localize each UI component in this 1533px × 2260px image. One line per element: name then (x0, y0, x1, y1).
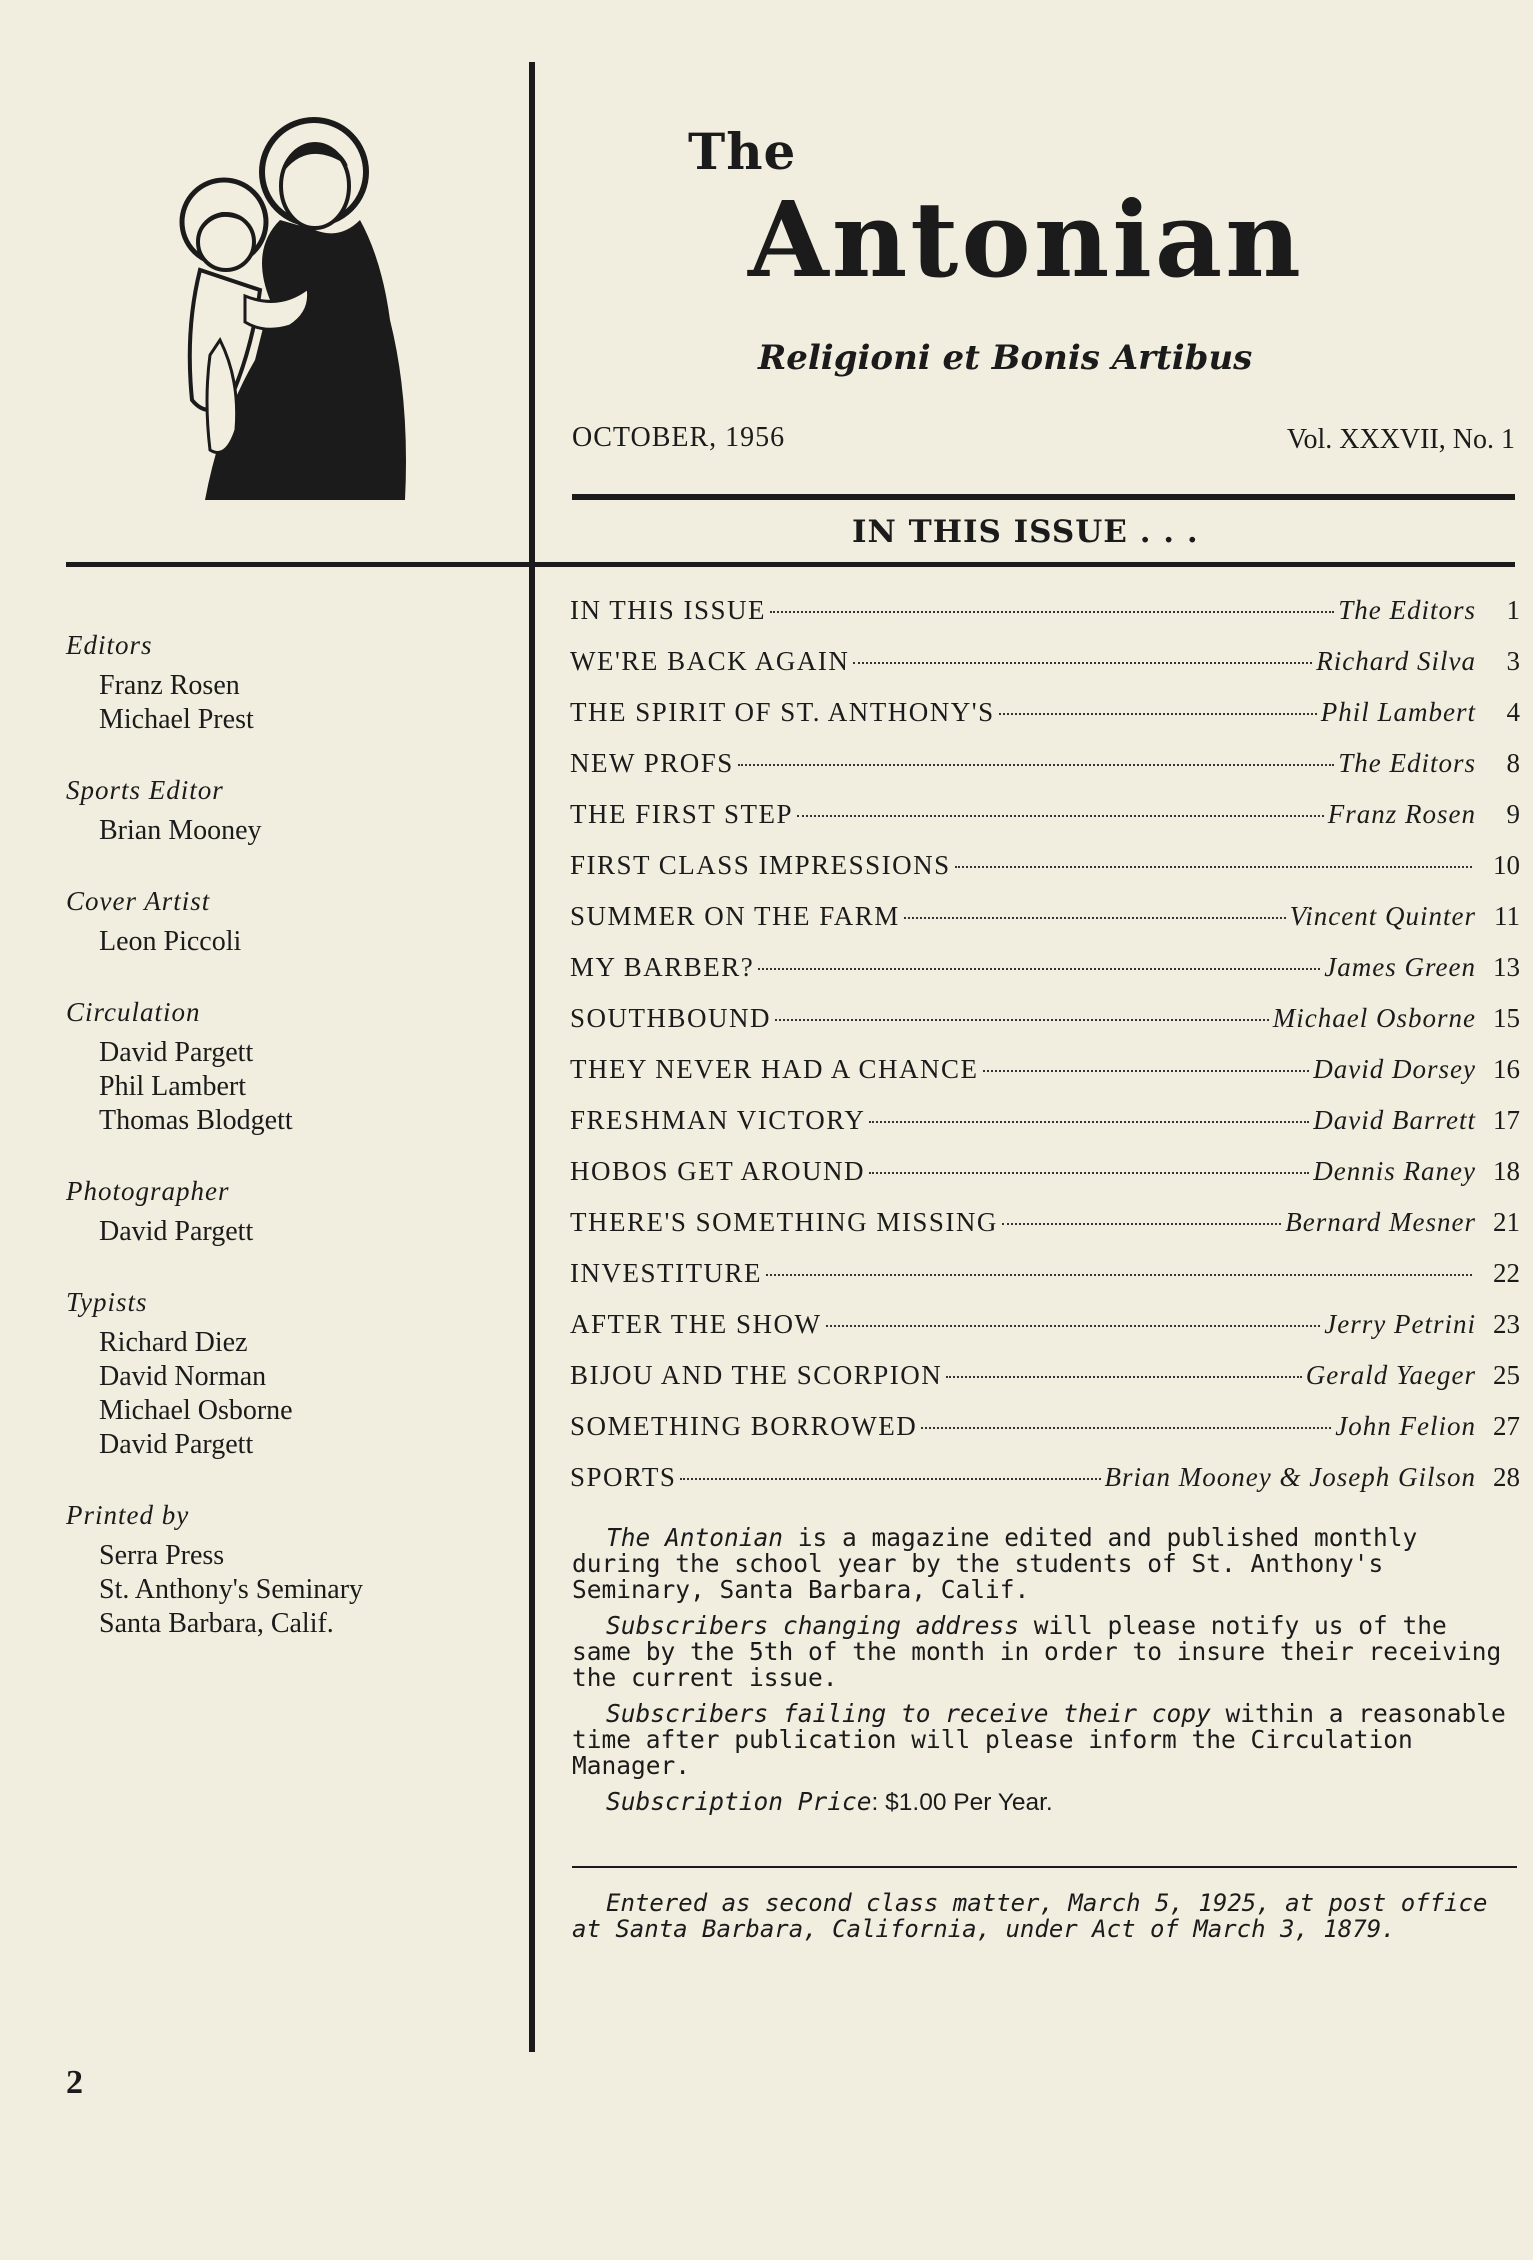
toc-page-number: 4 (1506, 697, 1520, 727)
toc-author: Franz Rosen (1327, 799, 1476, 829)
toc-title: THE SPIRIT OF ST. ANTHONY'S (570, 697, 995, 727)
toc-entry (570, 646, 1520, 697)
staff-sidebar (66, 630, 506, 1663)
toc-page-number: 17 (1493, 1105, 1520, 1135)
toc-page-number: 27 (1493, 1411, 1520, 1441)
toc-author: Phil Lambert (1320, 697, 1476, 727)
issue-date: OCTOBER, 1956 (572, 422, 786, 453)
staff-name: Leon Piccoli (99, 926, 242, 957)
toc-page-number: 28 (1493, 1462, 1520, 1492)
staff-name: Michael Prest (99, 704, 254, 735)
toc-leader-dots (853, 662, 1312, 664)
toc-leader-dots (1002, 1223, 1281, 1225)
toc-page-number: 15 (1493, 1003, 1520, 1033)
staff-name: David Pargett (99, 1037, 254, 1068)
toc-page-number: 18 (1493, 1156, 1520, 1186)
toc-author: Bernard Mesner (1285, 1207, 1476, 1237)
staff-name: David Pargett (99, 1216, 254, 1247)
toc-leader-dots (758, 968, 1320, 970)
toc-entry (570, 799, 1520, 850)
toc-page-number: 21 (1493, 1207, 1520, 1237)
toc-leader-dots (921, 1427, 1331, 1429)
about-note-text: is a magazine edited and published monthly during the school year by the students of St. Anthony's Seminary, Santa Barbara, Calif. (572, 1523, 1418, 1604)
toc-page-number: 8 (1506, 748, 1520, 778)
toc-entry (570, 1360, 1520, 1411)
table-of-contents (570, 595, 1520, 1513)
toc-author: Gerald Yaeger (1305, 1360, 1476, 1390)
toc-entry (570, 595, 1520, 646)
toc-author: Jerry Petrini (1324, 1309, 1476, 1339)
toc-leader-dots (738, 764, 1334, 766)
toc-title: NEW PROFS (570, 748, 734, 778)
toc-title: THERE'S SOMETHING MISSING (570, 1207, 998, 1237)
staff-name: St. Anthony's Seminary (99, 1574, 364, 1605)
toc-title: SOMETHING BORROWED (570, 1411, 918, 1441)
header-rule (572, 494, 1515, 500)
toc-title: SUMMER ON THE FARM (570, 901, 900, 931)
toc-page-number: 3 (1506, 646, 1520, 676)
toc-title: SOUTHBOUND (570, 1003, 772, 1033)
toc-page-number: 16 (1493, 1054, 1520, 1084)
toc-title: BIJOU AND THE SCORPION (570, 1360, 943, 1390)
toc-leader-dots (766, 1274, 1472, 1276)
saint-anthony-illustration (160, 100, 420, 510)
price-note-text: : $1.00 Per Year. (871, 1789, 1053, 1816)
toc-title: WE'RE BACK AGAIN (570, 646, 850, 676)
address-note-lead: Subscribers changing address (606, 1611, 1020, 1640)
staff-role: Circulation (66, 997, 201, 1027)
staff-role: Printed by (66, 1500, 190, 1530)
toc-title: MY BARBER? (570, 952, 755, 982)
toc-author: Richard Silva (1316, 646, 1476, 676)
toc-author: The Editors (1338, 595, 1476, 625)
toc-leader-dots (904, 917, 1286, 919)
toc-page-number: 23 (1493, 1309, 1520, 1339)
toc-entry (570, 1156, 1520, 1207)
toc-author: Dennis Raney (1313, 1156, 1476, 1186)
toc-leader-dots (826, 1325, 1321, 1327)
staff-group-circulation (66, 997, 506, 1138)
toc-author: John Felion (1335, 1411, 1476, 1441)
toc-entry (570, 952, 1520, 1003)
staff-name: Michael Osborne (99, 1395, 293, 1426)
staff-name: Thomas Blodgett (99, 1105, 293, 1136)
staff-role: Photographer (66, 1176, 230, 1206)
main-rule (66, 562, 1515, 567)
toc-entry (570, 1054, 1520, 1105)
toc-entry (570, 697, 1520, 748)
toc-leader-dots (775, 1019, 1269, 1021)
toc-page-number: 11 (1494, 901, 1520, 931)
toc-entry (570, 1258, 1520, 1309)
staff-name: Serra Press (99, 1540, 225, 1571)
staff-name: David Norman (99, 1361, 267, 1392)
staff-group-printed-by (66, 1500, 506, 1641)
masthead-motto: Religioni et Bonis Artibus (758, 338, 1253, 378)
toc-page-number: 22 (1493, 1258, 1520, 1288)
toc-entry (570, 1003, 1520, 1054)
section-heading: IN THIS ISSUE . . . (852, 514, 1199, 550)
staff-name: Santa Barbara, Calif. (99, 1608, 334, 1639)
delivery-note-lead: Subscribers failing to receive their copy (606, 1699, 1211, 1728)
toc-leader-dots (869, 1121, 1309, 1123)
staff-name: Phil Lambert (99, 1071, 246, 1102)
toc-leader-dots (869, 1172, 1309, 1174)
staff-role: Cover Artist (66, 886, 211, 916)
column-divider (529, 62, 535, 2052)
toc-entry (570, 748, 1520, 799)
toc-leader-dots (955, 866, 1472, 868)
toc-entry (570, 850, 1520, 901)
about-note-lead: The Antonian (606, 1523, 784, 1552)
staff-group-editors (66, 630, 506, 737)
masthead-title: Antonian (748, 178, 1304, 301)
toc-author: The Editors (1338, 748, 1476, 778)
staff-name: Richard Diez (99, 1327, 248, 1358)
staff-role: Sports Editor (66, 775, 224, 805)
toc-page-number: 9 (1506, 799, 1520, 829)
toc-title: FRESHMAN VICTORY (570, 1105, 866, 1135)
price-note-lead: Subscription Price (606, 1787, 872, 1816)
toc-author: David Barrett (1313, 1105, 1476, 1135)
toc-entry (570, 1462, 1520, 1513)
toc-author: Brian Mooney & Joseph Gilson (1104, 1462, 1476, 1492)
staff-group-photographer (66, 1176, 506, 1249)
toc-page-number: 10 (1493, 850, 1520, 880)
staff-name: Brian Mooney (99, 815, 262, 846)
toc-author: James Green (1324, 952, 1476, 982)
staff-name: David Pargett (99, 1429, 254, 1460)
mailing-entry-note: Entered as second class matter, March 5, 1925, at post office at Santa Barbara, California, under Act of March 3, 1879. (572, 1889, 1488, 1943)
issue-volume: Vol. XXXVII, No. 1 (1286, 424, 1515, 455)
toc-author: Michael Osborne (1272, 1003, 1476, 1033)
staff-role: Editors (66, 630, 153, 660)
delivery-note-text: within a reasonable time after publication will please inform the Circulation Manager. (572, 1699, 1506, 1780)
address-note-text: will please notify us of the same by the 5th of the month in order to insure their receiving the current issue. (572, 1611, 1502, 1692)
toc-title: IN THIS ISSUE (570, 595, 767, 625)
toc-leader-dots (946, 1376, 1301, 1378)
toc-leader-dots (680, 1478, 1100, 1480)
delivery-note (572, 1701, 1517, 1779)
staff-name: Franz Rosen (99, 670, 240, 701)
toc-leader-dots (983, 1070, 1310, 1072)
toc-title: INVESTITURE (570, 1258, 762, 1288)
staff-group-cover-artist (66, 886, 506, 959)
toc-leader-dots (770, 611, 1334, 613)
toc-title: THE FIRST STEP (570, 799, 794, 829)
toc-author: David Dorsey (1313, 1054, 1476, 1084)
toc-page-number: 13 (1493, 952, 1520, 982)
toc-title: SPORTS (570, 1462, 677, 1492)
staff-group-sports-editor (66, 775, 506, 848)
toc-entry (570, 1207, 1520, 1258)
about-note (572, 1525, 1517, 1603)
masthead-the: The (688, 122, 797, 181)
notes-rule (572, 1866, 1517, 1868)
toc-page-number: 1 (1506, 595, 1520, 625)
address-note (572, 1613, 1517, 1691)
staff-role: Typists (66, 1287, 148, 1317)
toc-author: Vincent Quinter (1289, 901, 1476, 931)
toc-entry (570, 901, 1520, 952)
publication-notes (572, 1525, 1517, 1826)
price-note (572, 1789, 1517, 1816)
toc-leader-dots (797, 815, 1324, 817)
toc-title: AFTER THE SHOW (570, 1309, 822, 1339)
page-number: 2 (66, 2064, 83, 2101)
toc-title: FIRST CLASS IMPRESSIONS (570, 850, 951, 880)
toc-title: HOBOS GET AROUND (570, 1156, 866, 1186)
toc-entry (570, 1105, 1520, 1156)
toc-entry (570, 1309, 1520, 1360)
toc-page-number: 25 (1493, 1360, 1520, 1390)
toc-title: THEY NEVER HAD A CHANCE (570, 1054, 979, 1084)
toc-leader-dots (999, 713, 1317, 715)
toc-entry (570, 1411, 1520, 1462)
staff-group-typists (66, 1287, 506, 1462)
